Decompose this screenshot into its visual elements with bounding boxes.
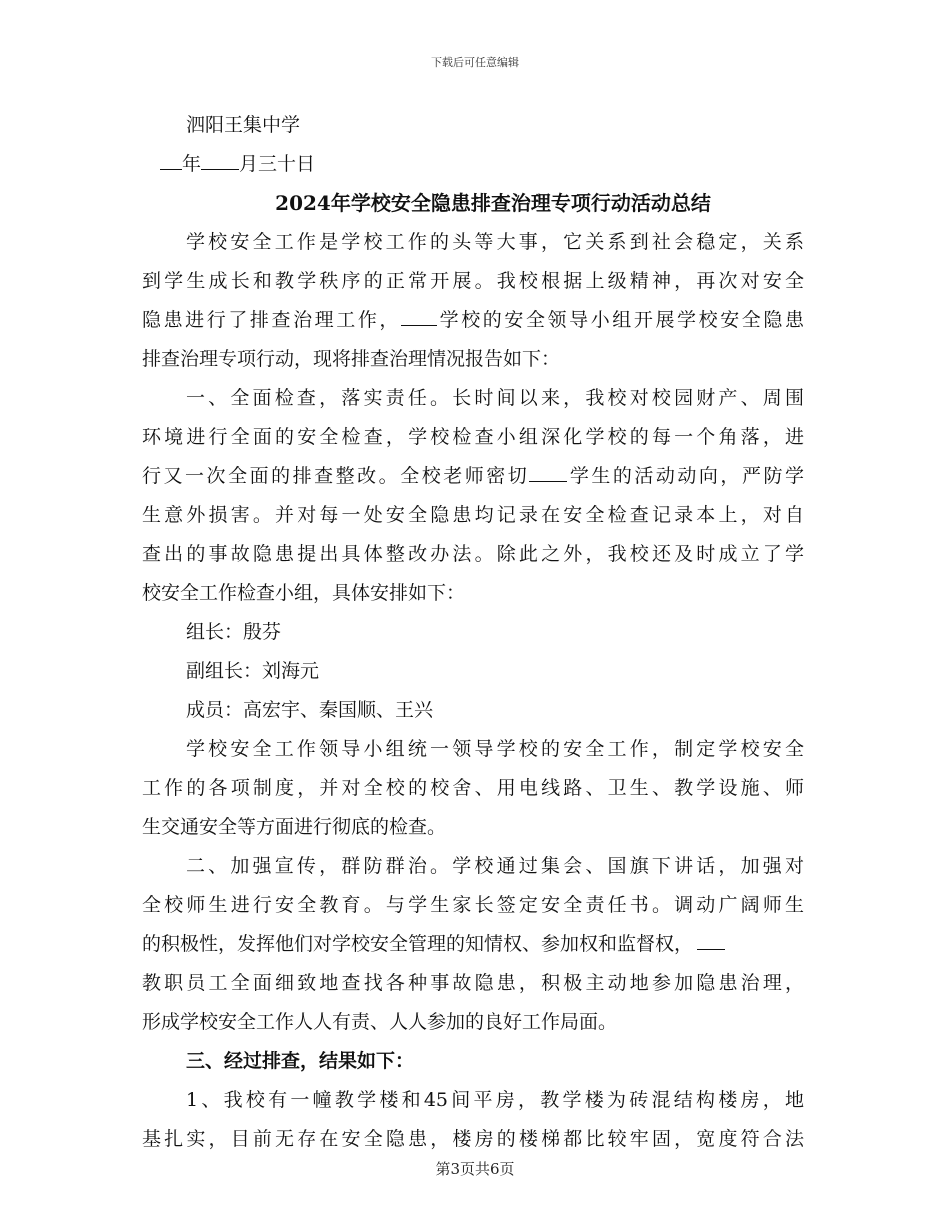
signature-date: 年 月三十日 (142, 145, 804, 184)
section2-blank (697, 931, 725, 950)
section1-line-3: 行又一次全面的排查整改。全校老师密切 学生的活动动向，严防学 (142, 465, 804, 487)
intro-line-4: 排查治理专项行动，现将排查治理情况报告如下： (142, 348, 561, 370)
section1-line-4: 生意外损害。并对每一处安全隐患均记录在安全检查记录本上，对自 (142, 504, 804, 526)
section1-para2-line-1: 学校安全工作领导小组统一领导学校的安全工作，制定学校安全 (186, 738, 804, 760)
page-header-note: 下载后可任意编辑 (431, 56, 519, 69)
section1-para2-line-3: 生交通安全等方面进行彻底的检查。 (142, 816, 447, 838)
section2-line-3: 的积极性，发挥他们对学校安全管理的知情权、参加权和监督权， (142, 925, 804, 964)
section1-para2-line-2: 工作的各项制度，并对全校的校舍、用电线路、卫生、教学设施、师 (142, 777, 804, 799)
year-blank (160, 151, 182, 170)
intro-blank (401, 307, 437, 326)
section2-line-2: 全校师生进行安全教育。与学生家长签定安全责任书。调动广阔师生 (142, 894, 804, 916)
intro-line-2: 到学生成长和教学秩序的正常开展。我校根据上级精神，再次对安全 (142, 270, 804, 292)
group-leader: 组长：殷芬 (186, 621, 282, 643)
intro-line-1: 学校安全工作是学校工作的头等大事，它关系到社会稳定，关系 (186, 231, 804, 253)
document-body (142, 106, 804, 1159)
section3-line-2: 基扎实，目前无存在安全隐患，楼房的楼梯都比较牢固，宽度符合法 (142, 1128, 804, 1150)
section1-line-2: 环境进行全面的安全检查，学校检查小组深化学校的每一个角落，进 (142, 426, 804, 448)
section3-heading: 三、经过排查，结果如下： (186, 1050, 415, 1072)
section1-line-6: 校安全工作检查小组，具体安排如下： (142, 582, 466, 604)
intro-line-3: 隐患进行了排查治理工作， 学校的安全领导小组开展学校安全隐患 (142, 309, 804, 331)
month-blank (201, 151, 239, 170)
section2-line-5: 形成学校安全工作人人有责、人人参加的良好工作局面。 (142, 1011, 618, 1033)
section2-line-4: 教职员工全面细致地查找各种事故隐患，积极主动地参加隐患治理， (142, 972, 804, 994)
section2-line-1: 二、加强宣传，群防群治。学校通过集会、国旗下讲话，加强对 (186, 855, 804, 877)
group-deputy: 副组长：刘海元 (186, 660, 320, 682)
page-number-footer: 第3页共6页 (435, 1160, 515, 1178)
section1-blank (529, 463, 567, 482)
section1-line-5: 查出的事故隐患提出具体整改办法。除此之外，我校还及时成立了学 (142, 543, 804, 565)
section3-line-1: 1、我校有一幢教学楼和45间平房，教学楼为砖混结构楼房，地 (186, 1089, 804, 1111)
document-title: 2024年学校安全隐患排查治理专项行动活动总结 (275, 191, 711, 215)
section1-line-1: 一、全面检查，落实责任。长时间以来，我校对校园财产、周围 (186, 387, 804, 409)
group-members: 成员：高宏宇、秦国顺、王兴 (186, 699, 434, 721)
signature-school: 泗阳王集中学 (186, 114, 301, 136)
